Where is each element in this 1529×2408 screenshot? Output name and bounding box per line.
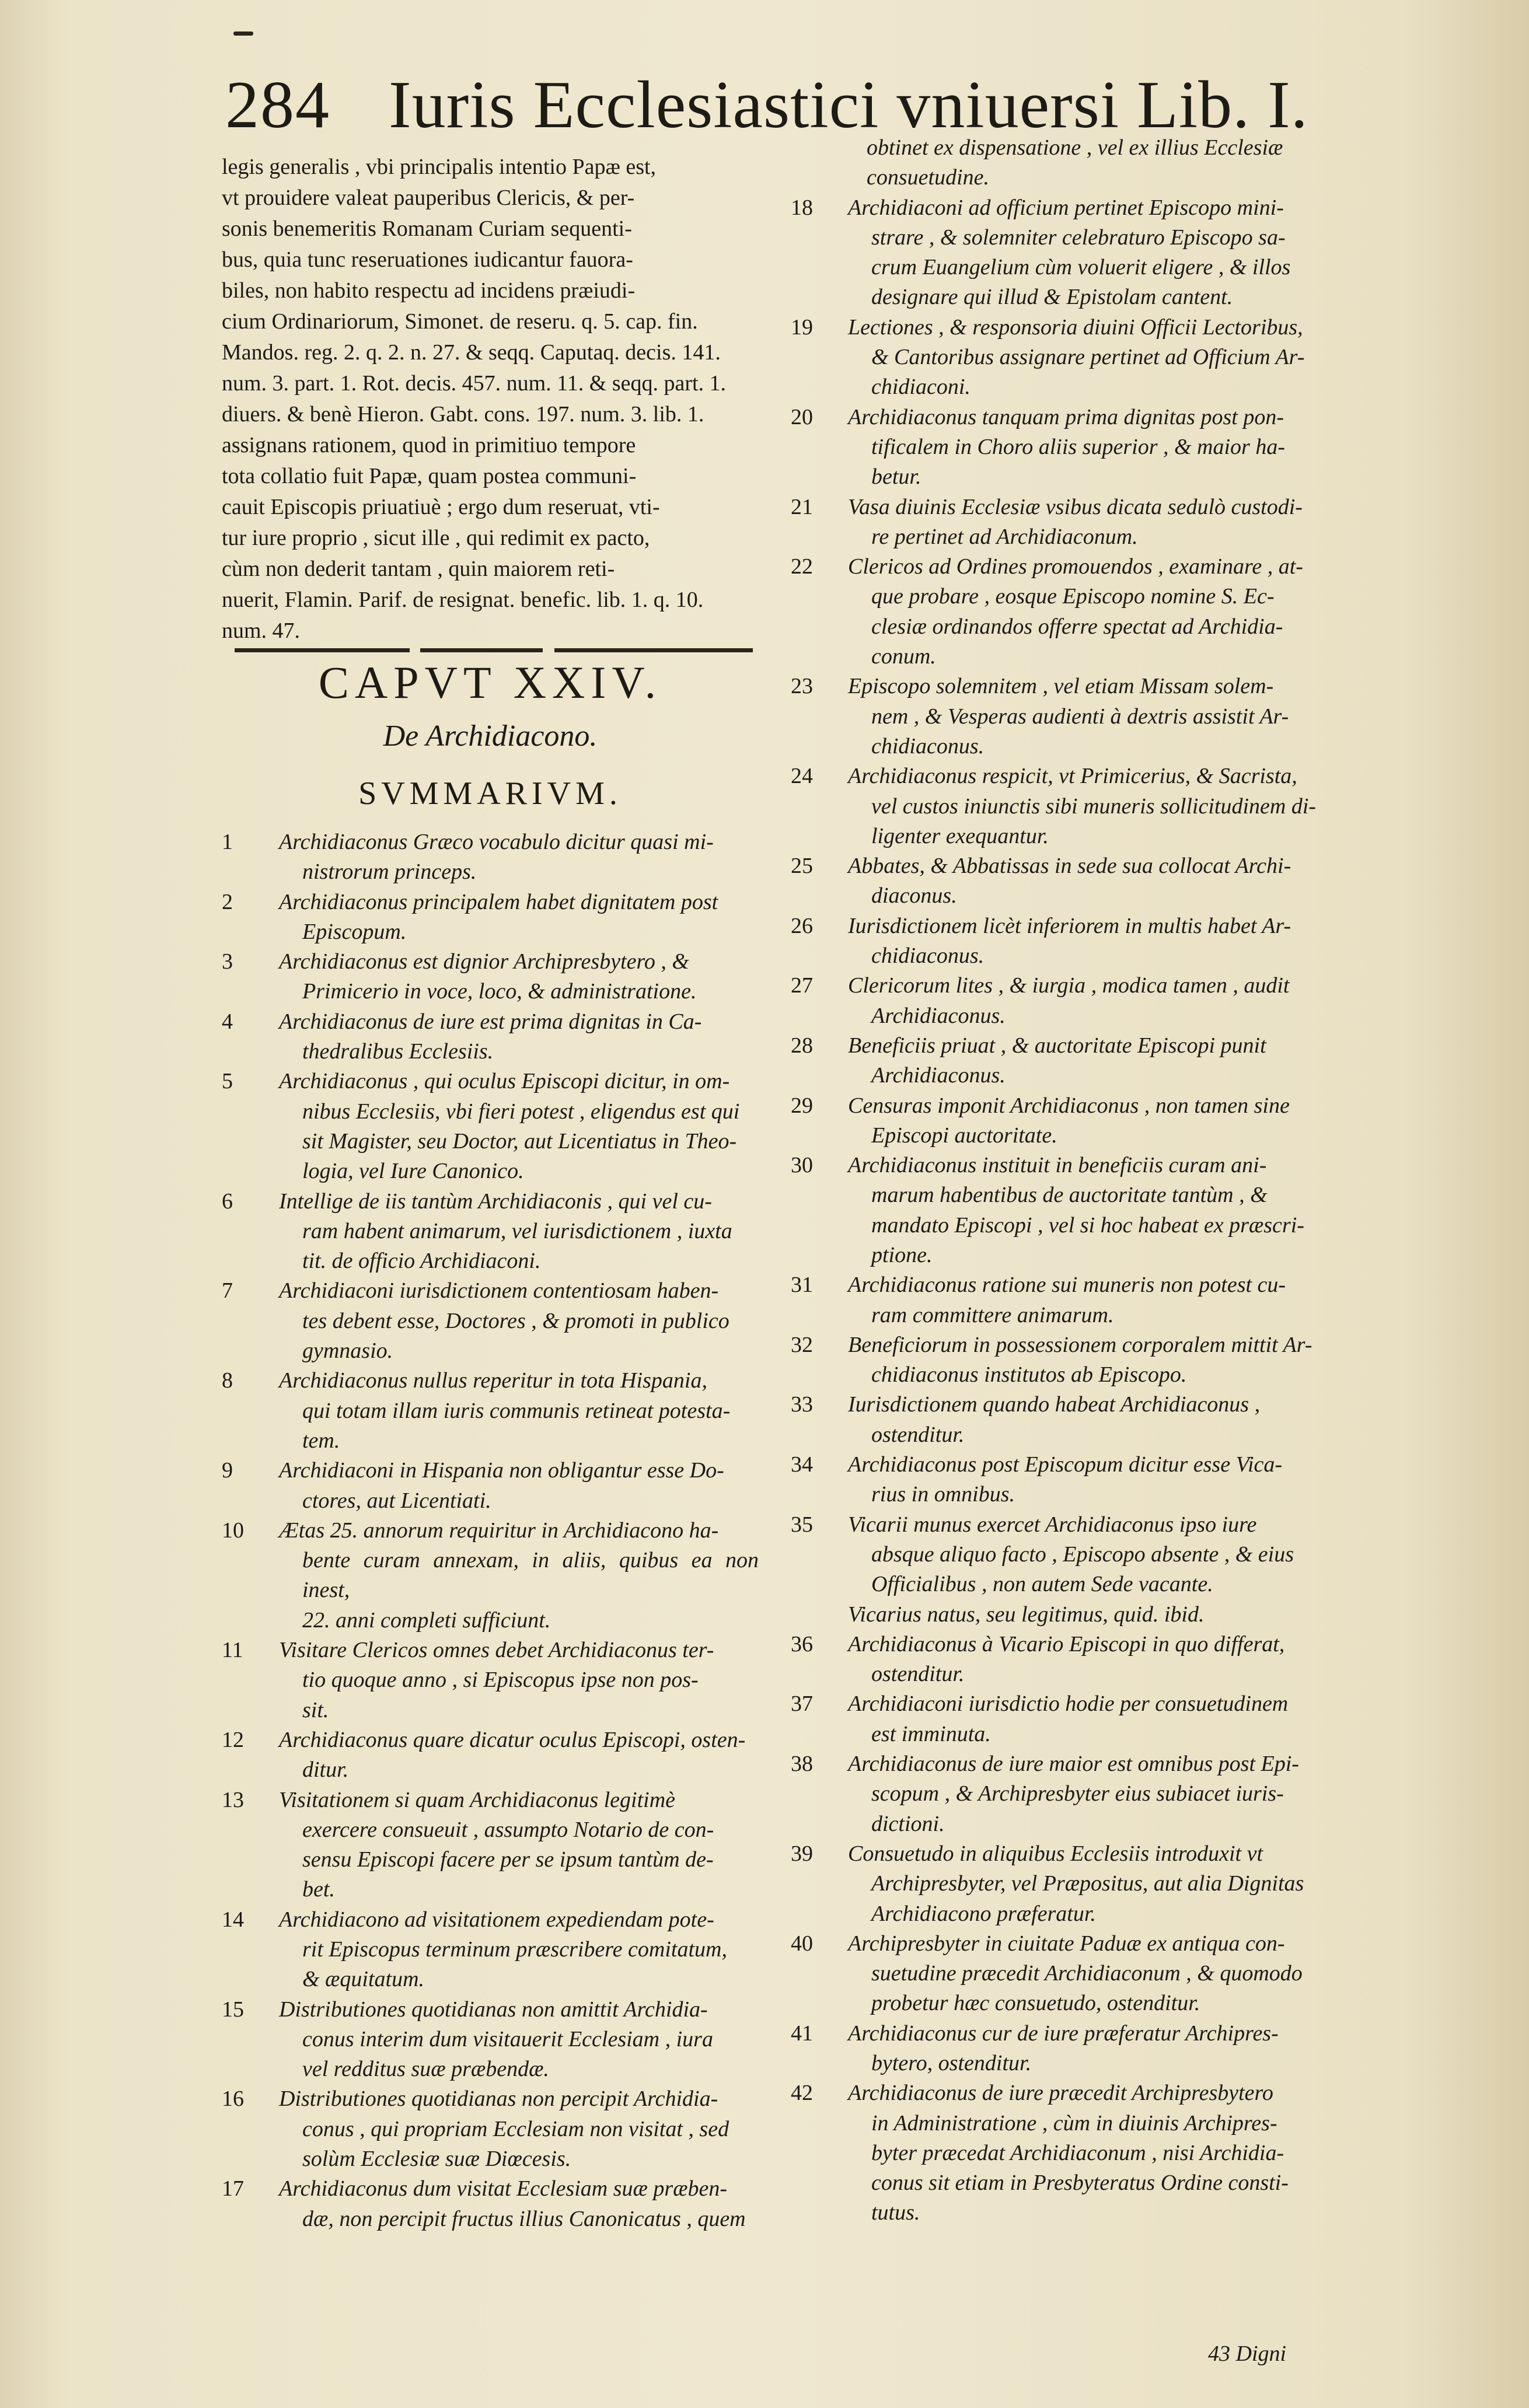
intro-line: legis generalis , vbi principalis intentio Papæ est, — [222, 155, 657, 179]
summary-item-line: crum Euangelium cùm voluerit eligere , & illos — [871, 255, 1291, 280]
summary-item-text — [279, 1995, 759, 2085]
summary-item-line: & Cantoribus assignare pertinet ad Officium Ar- — [871, 345, 1305, 370]
continuation-line: obtinet ex dispensatione , vel ex illius Ecclesiæ — [867, 135, 1283, 160]
summary-item-text — [848, 193, 1491, 313]
summary-item — [222, 1785, 759, 1905]
summary-item-text — [848, 761, 1491, 851]
summary-item — [222, 1995, 759, 2085]
summary-item-number: 40 — [791, 1931, 813, 1956]
summary-item — [222, 1725, 759, 1785]
summary-item-line: vel custos iniunctis sibi muneris sollicitudinem di- — [871, 794, 1317, 819]
summary-item-text — [848, 403, 1491, 492]
summary-item — [222, 827, 759, 887]
summary-item-line: Archidiaconus principalem habet dignitatem post — [279, 889, 718, 914]
summary-item-line: tio quoque anno , si Episcopus ipse non pos- — [302, 1668, 699, 1693]
summary-item-number: 35 — [791, 1512, 813, 1537]
summary-item-line: conus interim dum visitauerit Ecclesiam , iura — [302, 2026, 713, 2051]
summary-item — [791, 911, 1491, 971]
summary-item-text — [279, 1007, 759, 1067]
summary-item-line: gymnasio. — [302, 1338, 393, 1364]
summary-item-line: Vicarius natus, seu legitimus, quid. ibid. — [848, 1602, 1205, 1627]
summary-item — [222, 2084, 759, 2174]
intro-line: cùm non dederit tantam , quin maiorem reti- — [222, 557, 615, 581]
summary-item — [222, 1187, 759, 1277]
summary-item-line: ostenditur. — [871, 1422, 965, 1447]
summary-item — [222, 1067, 759, 1186]
summary-item-line: Beneficiis priuat , & auctoritate Episcopi punit — [848, 1033, 1266, 1058]
summary-item-line: Archidiaconus ratione sui muneris non potest cu- — [848, 1273, 1286, 1298]
summary-item-line: strare , & solemniter celebraturo Episcopo sa- — [871, 225, 1286, 250]
summary-item-text — [848, 1929, 1491, 2019]
summary-item-line: Clericorum lites , & iurgia , modica tamen , audit — [848, 973, 1290, 998]
summary-item-line: Archidiaconus de iure maior est omnibus post Epi- — [848, 1752, 1299, 1777]
summary-item-line: Primicerio in voce, loco, & administratione. — [302, 979, 697, 1004]
summary-item — [791, 1929, 1491, 2019]
summary-item-line: clesiæ ordinandos offerre spectat ad Archidia- — [871, 614, 1283, 639]
intro-paragraph — [222, 152, 759, 646]
summary-item-line: Archidiaconus post Episcopum dicitur esse Vica- — [848, 1452, 1283, 1477]
summary-item-number: 22 — [791, 554, 813, 579]
summary-item — [222, 1635, 759, 1725]
summary-item — [222, 947, 759, 1007]
summary-item-line: Archidiaconus tanquam prima dignitas post pon- — [848, 404, 1284, 429]
summary-list-left — [222, 827, 759, 2234]
running-title: Iuris Ecclesiastici vniuersi Lib. I. — [389, 68, 1308, 142]
summary-item — [791, 1600, 1491, 1630]
summary-item-number: 33 — [791, 1392, 813, 1417]
ink-mark — [233, 32, 253, 36]
summary-item-number — [791, 1600, 848, 1630]
summary-item — [222, 1366, 759, 1456]
summary-item — [791, 492, 1491, 553]
summary-item-line: Archidiaconi in Hispania non obligantur esse Do- — [279, 1458, 724, 1483]
summary-item-line: ram habent animarum, vel iurisdictionem , iuxta — [302, 1218, 732, 1243]
summary-item-number: 34 — [791, 1452, 813, 1477]
summary-item-line: ditur. — [302, 1757, 349, 1783]
summary-item-line: Archidiaconus de iure est prima dignitas in Ca- — [279, 1009, 702, 1034]
summary-item-number: 28 — [791, 1033, 813, 1058]
summary-item-number: 25 — [791, 854, 813, 879]
summary-item-line: Archidiaconus est dignior Archipresbytero , & — [279, 949, 689, 974]
summary-item — [791, 1151, 1491, 1270]
summary-item-line: Ætas 25. annorum requiritur in Archidiacono ha- — [279, 1518, 719, 1543]
summary-item-line: tes debent esse, Doctores , & promoti in publico — [302, 1308, 729, 1333]
summary-item-line: Intellige de iis tantùm Archidiaconis , qui vel cu- — [279, 1189, 712, 1214]
summary-item-text — [279, 947, 759, 1007]
summary-item-line: nistrorum princeps. — [302, 859, 477, 885]
summary-item — [222, 1905, 759, 1995]
summary-item-line: Archipresbyter in ciuitate Paduæ ex antiqua con- — [848, 1931, 1285, 1956]
summary-item-number: 7 — [222, 1278, 233, 1303]
summary-item-line: Clericos ad Ordines promouendos , examinare , at- — [848, 554, 1303, 579]
summary-item-number: 32 — [791, 1332, 813, 1357]
summary-item-line: conus sit etiam in Presbyteratus Ordine consti- — [871, 2171, 1289, 2196]
summary-item-text — [848, 492, 1491, 553]
summary-item-number: 36 — [791, 1631, 813, 1656]
intro-line: sonis benemeritis Romanam Curiam sequenti- — [222, 216, 632, 241]
summary-item-text — [848, 672, 1491, 761]
summary-item-number: 13 — [222, 1787, 244, 1812]
summary-item-line: rit Episcopus terminum præscribere comitatum, — [302, 1937, 727, 1962]
summary-item-line: Iurisdictionem licèt inferiorem in multis habet Ar- — [848, 913, 1291, 938]
summary-item-number: 39 — [791, 1841, 813, 1866]
summary-item-text — [848, 1600, 1491, 1630]
intro-line: num. 3. part. 1. Rot. decis. 457. num. 11. & seqq. part. 1. — [222, 371, 727, 396]
summary-item-text — [279, 2084, 759, 2174]
intro-line: assignans rationem, quod in primitiuo tempore — [222, 433, 636, 457]
summary-item-line: Consuetudo in aliquibus Ecclesiis introduxit vt — [848, 1841, 1263, 1866]
summary-item-text — [848, 1031, 1491, 1091]
summary-item-text — [279, 1187, 759, 1277]
summary-item-text — [279, 887, 759, 948]
summary-item-number: 12 — [222, 1727, 244, 1752]
summary-item-line: suetudine præcedit Archidiaconum , & quomodo — [871, 1961, 1303, 1986]
summary-item-number: 16 — [222, 2087, 244, 2112]
summary-item — [791, 672, 1491, 761]
summary-item-line: bet. — [302, 1877, 335, 1902]
summary-item-line: tificalem in Choro aliis superior , & maior ha- — [871, 434, 1285, 459]
summary-item-text — [848, 1330, 1491, 1390]
intro-line: tota collatio fuit Papæ, quam postea communi- — [222, 464, 637, 488]
summary-item-line: Distributiones quotidianas non amittit Archidia- — [279, 1997, 708, 2022]
summary-item-line: scopum , & Archipresbyter eius subiacet iuris- — [871, 1781, 1284, 1806]
summary-item-line: Archidiaconus quare dicatur oculus Episcopi, osten- — [279, 1727, 746, 1752]
summary-item-line: que probare , eosque Episcopo nomine S. Ec- — [871, 584, 1275, 609]
catchword: 43 Digni — [1208, 2341, 1287, 2366]
summary-item-line: Visitationem si quam Archidiaconus legitimè — [279, 1787, 676, 1812]
summary-item-line: Archidiaconus , qui oculus Episcopi dicitur, in om- — [279, 1069, 730, 1094]
summary-item — [791, 1510, 1491, 1600]
summary-item-number: 10 — [222, 1518, 244, 1543]
summary-item — [791, 761, 1491, 851]
summary-item-line: & æquitatum. — [302, 1967, 425, 1992]
summary-item-line: vel redditus suæ præbendæ. — [302, 2057, 549, 2082]
summary-item-line: Archidiacono ad visitationem expediendam pote- — [279, 1907, 714, 1932]
summary-item-line: exercere consueuit , assumpto Notario de con- — [302, 1817, 714, 1842]
summary-item-text — [848, 1689, 1491, 1749]
summary-item — [222, 1456, 759, 1516]
summary-item-line: Archidiaconi ad officium pertinet Episcopo mini- — [848, 195, 1284, 220]
summary-item-text — [279, 2174, 759, 2234]
summary-item-text — [848, 1270, 1491, 1330]
summary-item-number: 41 — [791, 2021, 813, 2046]
summary-item-number: 3 — [222, 949, 233, 974]
summary-item-line: est imminuta. — [871, 1721, 991, 1746]
summary-item-line: tem. — [302, 1428, 340, 1453]
summary-item-line: dictioni. — [871, 1811, 945, 1836]
summary-item-text — [848, 1390, 1491, 1450]
summary-item-text — [279, 1635, 759, 1725]
summary-item-text — [279, 827, 759, 887]
summary-item-line: Officialibus , non autem Sede vacante. — [871, 1572, 1213, 1597]
summary-item — [791, 1689, 1491, 1749]
summary-item-number: 26 — [791, 913, 813, 938]
summary-item-number: 9 — [222, 1458, 233, 1483]
summary-item-line: Abbates, & Abbatissas in sede sua collocat Archi- — [848, 854, 1291, 879]
summary-item-line: absque aliquo facto , Episcopo absente , & eius — [871, 1542, 1294, 1567]
summary-item-line: Archidiaconus de iure præcedit Archipresbytero — [848, 2081, 1273, 2106]
summary-item-number: 18 — [791, 195, 813, 220]
summary-item-number: 20 — [791, 404, 813, 429]
summary-item-line: Archidiaconus instituit in beneficiis curam ani- — [848, 1153, 1267, 1178]
summary-item-line: Vicarii munus exercet Archidiaconus ipso iure — [848, 1512, 1257, 1537]
summary-item — [222, 1516, 759, 1635]
summary-list-right-wrap — [791, 133, 1491, 2228]
summary-item-line: conum. — [871, 644, 936, 669]
summary-item-number: 38 — [791, 1752, 813, 1777]
summary-item — [222, 887, 759, 948]
summary-item-text — [848, 2019, 1491, 2079]
summary-item-line: probetur hæc consuetudo, ostenditur. — [871, 1991, 1200, 2016]
summary-item-line: Vasa diuinis Ecclesiæ vsibus dicata sedulò custodi- — [848, 494, 1303, 519]
intro-line: bus, quia tunc reseruationes iudicantur fauora- — [222, 247, 633, 272]
summary-item-line: diaconus. — [871, 883, 957, 908]
summary-item-number: 4 — [222, 1009, 233, 1034]
summary-item-line: Archidiaconus nullus reperitur in tota Hispania, — [279, 1368, 707, 1393]
summary-item-number: 17 — [222, 2176, 244, 2201]
summary-item-number: 11 — [222, 1638, 243, 1663]
summary-item-number: 19 — [791, 314, 813, 340]
intro-line: biles, non habito respectu ad incidens præiudi- — [222, 278, 636, 303]
summary-item — [791, 1630, 1491, 1690]
summary-item-line: Censuras imponit Archidiaconus , non tamen sine — [848, 1093, 1290, 1118]
summary-item-line: ligenter exequantur. — [871, 823, 1049, 848]
summary-item-line: Episcopi auctoritate. — [871, 1123, 1057, 1148]
summary-item-number: 29 — [791, 1093, 813, 1118]
summary-item-line: Archidiaconus à Vicario Episcopi in quo differat, — [848, 1631, 1285, 1656]
summary-item-line: Episcopum. — [302, 919, 407, 944]
summary-heading: SVMMARIVM. — [358, 775, 622, 812]
summary-item-text — [279, 1516, 759, 1635]
summary-item-line: conus , qui propriam Ecclesiam non visitat , sed — [302, 2116, 729, 2141]
summary-item-line: Archidiaconus. — [871, 1063, 1006, 1088]
intro-line: nuerit, Flamin. Parif. de resignat. benefic. lib. 1. q. 10. — [222, 588, 704, 612]
summary-item-line: ctores, aut Licentiati. — [302, 1488, 491, 1513]
summary-item-line: dæ, non percipit fructus illius Canonicatus , quem — [302, 2206, 746, 2231]
summary-item-line: tutus. — [871, 2200, 920, 2225]
summary-item — [791, 552, 1491, 672]
summary-item-line: Distributiones quotidianas non percipit Archidia- — [279, 2087, 718, 2112]
summary-item-number: 8 — [222, 1368, 233, 1393]
summary-item-line: ostenditur. — [871, 1662, 965, 1687]
summary-item-line: bente curam annexam, in aliis, quibus ea non inest, — [302, 1548, 759, 1603]
summary-item-line: ram committere animarum. — [871, 1302, 1114, 1327]
summary-item-number: 27 — [791, 973, 813, 998]
summary-item-line: nem , & Vesperas audienti à dextris assistit Ar- — [871, 704, 1289, 729]
summary-item-line: designare qui illud & Epistolam cantent. — [871, 285, 1233, 310]
summary-item-number: 31 — [791, 1273, 813, 1298]
summary-item-line: Lectiones , & responsoria diuini Officii Lectoribus, — [848, 314, 1303, 340]
summary-continuation — [791, 133, 1491, 193]
summary-item — [222, 1276, 759, 1366]
summary-item — [791, 1390, 1491, 1450]
summary-item-line: Archipresbyter, vel Præpositus, aut alia Dignitas — [871, 1871, 1304, 1896]
intro-line: cauit Episcopis priuatiuè ; ergo dum reseruat, vti- — [222, 495, 660, 519]
summary-item-line: rius in omnibus. — [871, 1482, 1015, 1507]
summary-item-line: Archidiaconus respicit, vt Primicerius, & Sacrista, — [848, 764, 1297, 789]
summary-item-text — [848, 1630, 1491, 1690]
summary-item-line: Visitare Clericos omnes debet Archidiaconus ter- — [279, 1638, 714, 1663]
summary-item-line: betur. — [871, 464, 921, 490]
summary-item-text — [279, 1456, 759, 1516]
summary-item-line: Archidiaconi iurisdictionem contentiosam haben- — [279, 1278, 719, 1303]
summary-item-line: tit. de officio Archidiaconi. — [302, 1249, 541, 1274]
summary-item — [791, 1270, 1491, 1330]
summary-item-line: Archidiaconus Græco vocabulo dicitur quasi mi- — [279, 830, 714, 854]
summary-item-text — [279, 1785, 759, 1905]
summary-item-line: chidiaconi. — [871, 375, 971, 400]
summary-item — [791, 1091, 1491, 1151]
summary-item-text — [848, 1450, 1491, 1510]
summary-item-line: sit. — [302, 1697, 329, 1722]
page-number: 284 — [225, 68, 330, 142]
summary-item-line: mandato Episcopi , vel si hoc habeat ex præscri- — [871, 1212, 1304, 1238]
summary-item-line: Iurisdictionem quando habeat Archidiaconus , — [848, 1392, 1261, 1417]
summary-item — [222, 2174, 759, 2234]
summary-item-line: nibus Ecclesiis, vbi fieri potest , eligendus est qui — [302, 1099, 740, 1124]
intro-line: tur iure proprio , sicut ille , qui redimit ex pacto, — [222, 526, 650, 550]
summary-item — [222, 1007, 759, 1067]
summary-item-number: 1 — [222, 830, 233, 854]
summary-item-line: Archidiaconus dum visitat Ecclesiam suæ præben- — [279, 2176, 727, 2201]
summary-list-right — [791, 193, 1491, 2228]
summary-item-number: 14 — [222, 1907, 244, 1932]
summary-item-text — [848, 1510, 1491, 1600]
summary-item-number: 2 — [222, 889, 233, 914]
summary-item-text — [848, 1839, 1491, 1929]
summary-item-text — [848, 851, 1491, 911]
summary-item-line: thedralibus Ecclesiis. — [302, 1039, 494, 1064]
summary-item-text — [279, 1725, 759, 1785]
summary-item-text — [279, 1905, 759, 1995]
summary-item-text — [848, 313, 1491, 403]
summary-item-line: qui totam illam iuris communis retineat potesta- — [302, 1398, 731, 1423]
summary-item — [791, 1839, 1491, 1929]
summary-item-text — [279, 1366, 759, 1456]
summary-item-line: byter præcedat Archidiaconum , nisi Archidia- — [871, 2140, 1284, 2165]
summary-item-text — [279, 1067, 759, 1186]
intro-line: num. 47. — [222, 618, 301, 643]
summary-item-number: 15 — [222, 1997, 244, 2022]
intro-line: cium Ordinariorum, Simonet. de reseru. q. 5. cap. fin. — [222, 309, 698, 334]
summary-item — [791, 971, 1491, 1031]
summary-item-line: bytero, ostenditur. — [871, 2051, 1032, 2075]
summary-item — [791, 193, 1491, 313]
summary-item-line: sensu Episcopi facere per se ipsum tantùm de- — [302, 1847, 714, 1872]
summary-item-line: solùm Ecclesiæ suæ Diœcesis. — [302, 2147, 571, 2172]
summary-item-line: Archidiaconus. — [871, 1003, 1006, 1028]
summary-item-line: Archidiacono præferatur. — [871, 1901, 1096, 1926]
summary-item-text — [848, 971, 1491, 1031]
summary-item-number: 37 — [791, 1691, 813, 1717]
continuation-line: consuetudine. — [867, 165, 990, 190]
chapter-heading: CAPVT XXIV. — [318, 657, 662, 708]
summary-item — [791, 1031, 1491, 1091]
summary-item-text — [279, 1276, 759, 1366]
summary-item-number: 23 — [791, 674, 813, 699]
summary-item — [791, 1749, 1491, 1839]
summary-item-text — [848, 911, 1491, 971]
summary-item-text — [848, 1151, 1491, 1270]
summary-item-line: 22. anni completi sufficiunt. — [302, 1607, 551, 1633]
chapter-subtitle: De Archidiacono. — [383, 719, 598, 753]
summary-item-number: 21 — [791, 494, 813, 519]
summary-item — [791, 1450, 1491, 1510]
summary-item-line: ptione. — [871, 1242, 933, 1267]
summary-item-text — [848, 552, 1491, 672]
summary-item-line: re pertinet ad Archidiaconum. — [871, 524, 1138, 549]
summary-item-line: Episcopo solemnitem , vel etiam Missam solem- — [848, 674, 1274, 699]
summary-item-line: Archidiaconi iurisdictio hodie per consuetudinem — [848, 1691, 1289, 1717]
summary-item-text — [848, 2078, 1491, 2228]
summary-item — [791, 403, 1491, 492]
summary-item-text — [848, 1091, 1491, 1151]
summary-item — [791, 2019, 1491, 2079]
summary-item-line: Beneficiorum in possessionem corporalem mittit Ar- — [848, 1332, 1312, 1357]
summary-item-number: 6 — [222, 1189, 233, 1214]
summary-item-number: 24 — [791, 764, 813, 789]
summary-item-number: 42 — [791, 2081, 813, 2106]
summary-item-line: Archidiaconus cur de iure præferatur Archipres- — [848, 2021, 1279, 2046]
summary-item-line: chidiaconus institutos ab Episcopo. — [871, 1362, 1187, 1388]
summary-item-text — [848, 1749, 1491, 1839]
intro-line: Mandos. reg. 2. q. 2. n. 27. & seqq. Caputaq. decis. 141. — [222, 340, 721, 365]
summary-item — [791, 851, 1491, 911]
summary-item-line: logia, vel Iure Canonico. — [302, 1159, 524, 1184]
summary-item-line: chidiaconus. — [871, 733, 985, 759]
summary-item — [791, 1330, 1491, 1390]
intro-line: diuers. & benè Hieron. Gabt. cons. 197. num. 3. lib. 1. — [222, 402, 704, 427]
intro-line: vt prouidere valeat pauperibus Clericis, & per- — [222, 186, 635, 210]
summary-item-line: marum habentibus de auctoritate tantùm , & — [871, 1183, 1268, 1208]
summary-item-line: sit Magister, seu Doctor, aut Licentiatus in Theo- — [302, 1128, 737, 1154]
summary-item-line: chidiaconus. — [871, 943, 985, 969]
summary-item — [791, 313, 1491, 403]
summary-item-number: 5 — [222, 1069, 233, 1094]
summary-item-line: in Administratione , cùm in diuinis Archipres- — [871, 2110, 1277, 2136]
summary-item — [791, 2078, 1491, 2228]
summary-item-number: 30 — [791, 1153, 813, 1178]
